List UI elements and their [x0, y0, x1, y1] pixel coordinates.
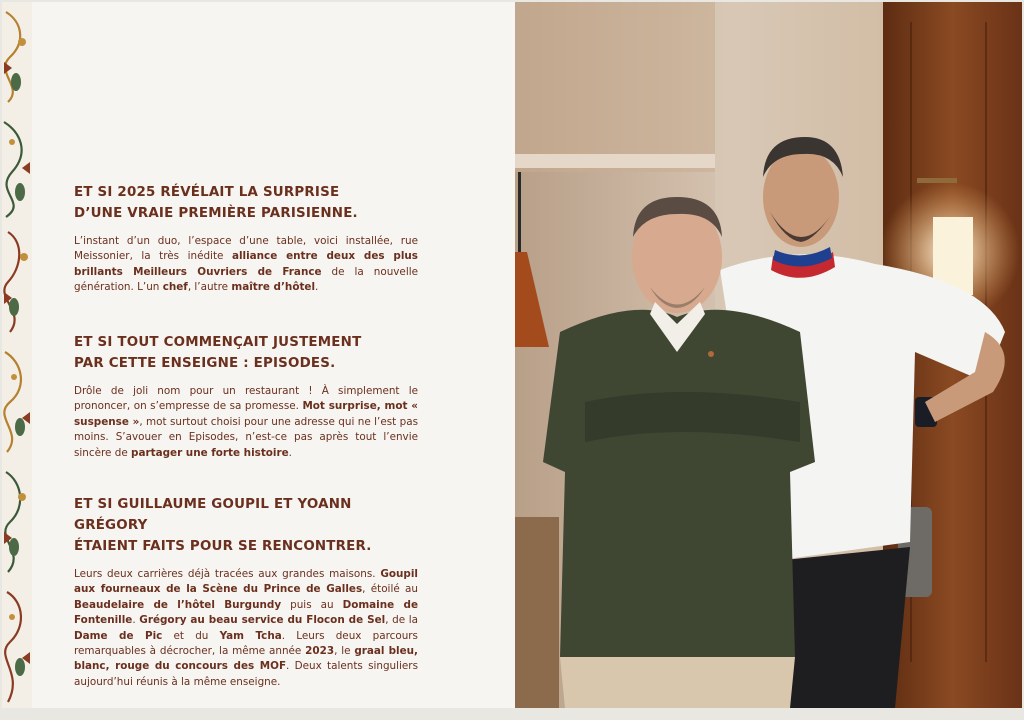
ornament-pattern: [2, 2, 32, 708]
bold-highlight: Mot surprise, mot « suspense »: [74, 400, 419, 428]
section-heading: [74, 182, 418, 224]
heading-line: D’UNE VRAIE PREMIÈRE PARISIENNE.: [74, 206, 358, 221]
heading-line: ET SI GUILLAUME GOUPIL ET YOANN GRÉGORY: [74, 497, 352, 533]
heading-line: PAR CETTE ENSEIGNE : EPISODES.: [74, 356, 336, 371]
section-premiere-parisienne: [74, 182, 418, 296]
bold-highlight: 2023: [305, 645, 335, 658]
bold-highlight: Domaine de Fontenille: [74, 598, 418, 627]
bold-highlight: maître d’hôtel: [231, 281, 316, 294]
portrait-illustration: [515, 2, 1022, 708]
duo-portrait-photo: [515, 2, 1022, 708]
bold-highlight: Yam Tcha: [219, 629, 282, 642]
bold-highlight: partager une forte histoire: [131, 446, 289, 459]
section-heading: [74, 494, 418, 557]
decorative-pattern-strip: [2, 2, 32, 708]
bold-highlight: alliance entre deux des plus brillants Meilleurs Ouvriers de France: [74, 250, 418, 278]
section-paragraph: Leurs deux carrières déjà tracées aux grandes maisons. Goupil aux fourneaux de la Scène du Prince de Galles, étoilé au Beaudelaire de l’hôtel Burgundy puis au Domaine de Fontenille. Grégory au beau service du Flocon de Sel, de la Dame de Pic et du Yam Tcha. Leurs deux parcours remarquables à décrocher, la même année 2023, le graal bleu, blanc, rouge du concours des MOF. Deux talents singuliers aujourd’hui réunis à la même enseigne.: [74, 568, 418, 688]
section-enseigne-episodes: [74, 332, 418, 461]
bold-highlight: chef: [162, 281, 188, 294]
section-heading: [74, 332, 418, 374]
bold-highlight: graal bleu, blanc, rouge du concours des MOF: [74, 645, 418, 673]
section-goupil-gregory: [74, 494, 418, 690]
section-paragraph: Drôle de joli nom pour un restaurant ! À simplement le prononcer, on s’empresse de sa promesse. Mot surprise, mot « suspense », mot surtout choisi pour une adresse qui ne l’est pas moins. S’avouer en Episodes, n’est-ce pas après tout l’envie sincère de partager une forte histoire.: [74, 385, 419, 459]
section-paragraph: L’instant d’un duo, l’espace d’une table, voici installée, rue Meissonier, la très inédite alliance entre deux des plus brillants Meilleurs Ouvriers de France de la nouvelle génération. L’un chef, l’autre maître d’hôtel.: [74, 235, 418, 294]
heading-line: ET SI TOUT COMMENÇAIT JUSTEMENT: [74, 335, 362, 350]
bold-highlight: Beaudelaire de l’hôtel Burgundy: [74, 598, 282, 611]
bold-highlight: Goupil aux fourneaux de la Scène du Prince de Galles: [74, 568, 418, 596]
bold-highlight: Grégory au beau service du Flocon de Sel: [139, 614, 386, 627]
heading-line: ET SI 2025 RÉVÉLAIT LA SURPRISE: [74, 185, 340, 200]
heading-line: ÉTAIENT FAITS POUR SE RENCONTRER.: [74, 539, 372, 554]
brochure-page: [2, 2, 1022, 708]
bold-highlight: Dame de Pic: [74, 629, 163, 642]
